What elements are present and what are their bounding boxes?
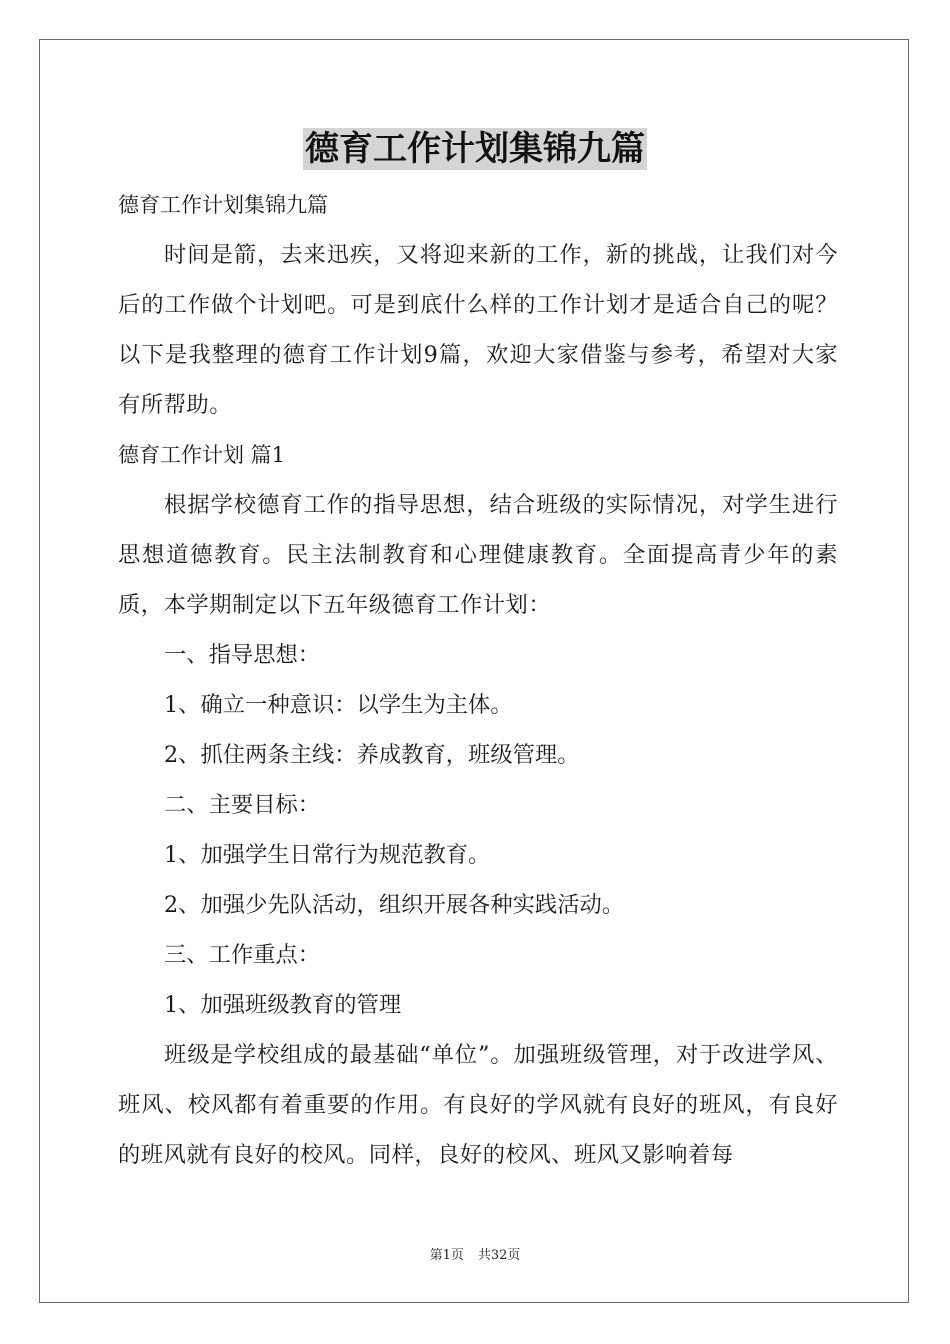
- document-title: 德育工作计划集锦九篇: [305, 129, 645, 169]
- heading-guiding-thought: 一、指导思想：: [164, 642, 321, 668]
- document-subtitle: 德育工作计划集锦九篇: [118, 193, 328, 217]
- list-item: 1、加强学生日常行为规范教育。: [164, 842, 491, 868]
- paragraph-2: 班级是学校组成的最基础“单位”。加强班级管理，对于改进学风、班风、校风都有着重要的作用。有良好的学风就有良好的班风，有良好的班风就有良好的校风。同样，良好的校风、班风又影响着每: [118, 1042, 838, 1168]
- title-container: [0, 128, 950, 170]
- paragraph-1: 根据学校德育工作的指导思想，结合班级的实际情况，对学生进行思想道德教育。民主法制教育和心理健康教育。全面提高青少年的素质，本学期制定以下五年级德育工作计划：: [118, 492, 838, 618]
- page-number: 第1页: [429, 1248, 464, 1263]
- section-heading: 德育工作计划 篇1: [118, 443, 286, 467]
- list-item: 1、加强班级教育的管理: [164, 992, 402, 1018]
- page-total: 共32页: [477, 1248, 521, 1263]
- list-item: 1、确立一种意识：以学生为主体。: [164, 692, 513, 718]
- list-item: 2、加强少先队活动，组织开展各种实践活动。: [164, 892, 625, 918]
- heading-main-goals: 二、主要目标：: [164, 792, 321, 818]
- list-item: 2、抓住两条主线：养成教育，班级管理。: [164, 742, 580, 768]
- page-footer: [0, 1244, 950, 1263]
- intro-paragraph: 时间是箭，去来迅疾，又将迎来新的工作，新的挑战，让我们对今后的工作做个计划吧。可是到底什么样的工作计划才是适合自己的呢？以下是我整理的德育工作计划9篇，欢迎大家借鉴与参考，希望对大家有所帮助。: [118, 242, 838, 418]
- document-body: [118, 180, 838, 1180]
- heading-work-focus: 三、工作重点：: [164, 942, 321, 968]
